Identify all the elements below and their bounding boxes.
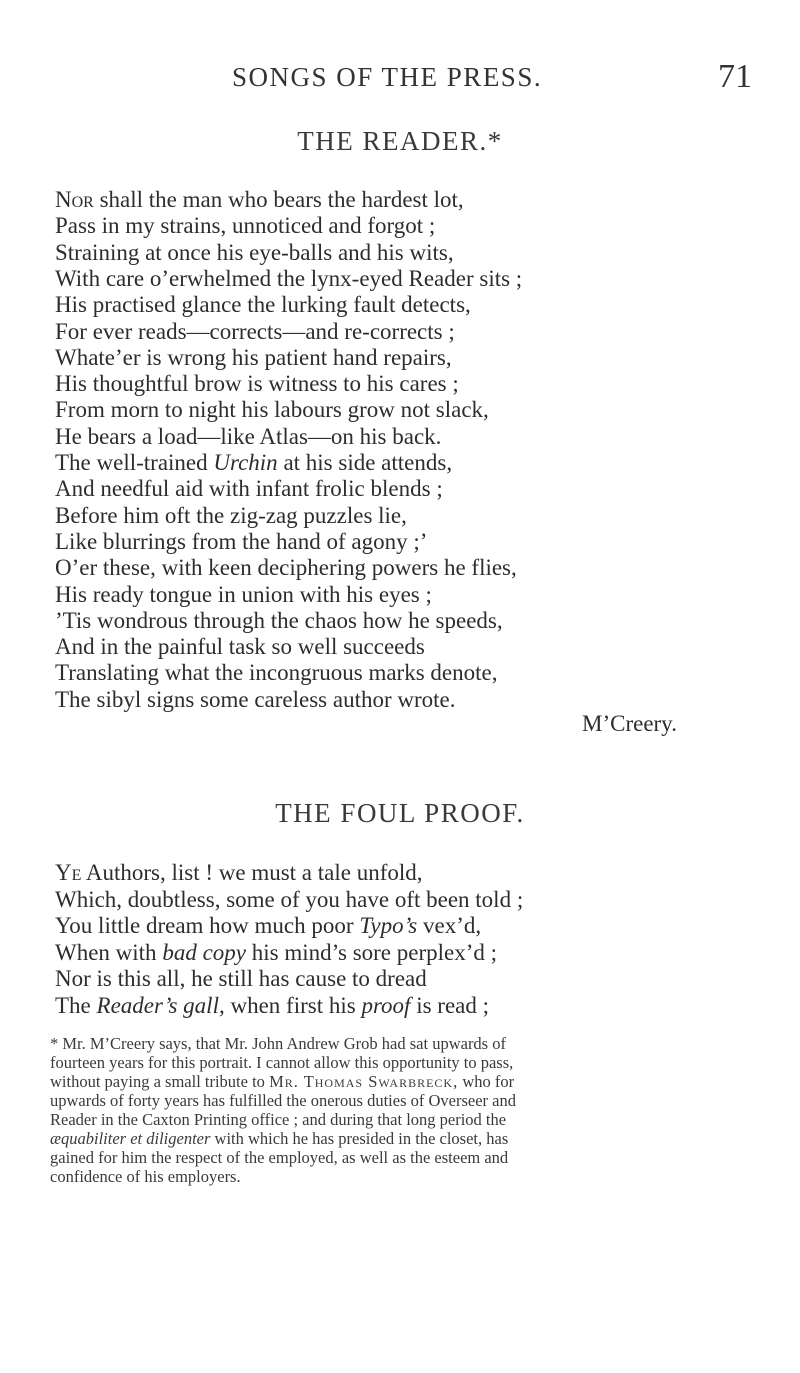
footnote-line — [50, 1091, 762, 1110]
line-text: Which, doubtless, some of you have oft been told ; — [55, 886, 524, 912]
line-text: his mind’s sore perplex’d ; — [245, 939, 498, 965]
poem-attribution: M’Creery. — [582, 711, 677, 736]
line-text: Whate’er is wrong his patient hand repairs, — [55, 344, 452, 370]
footnote-text: * Mr. M’Creery says, that Mr. John Andrew Grob had sat upwards of — [50, 1034, 506, 1053]
footnote-line — [50, 1148, 762, 1167]
line-text: You little dream how much poor — [55, 913, 360, 938]
line-text: The well-trained — [55, 450, 214, 475]
poem-line — [55, 685, 456, 715]
footnote-text: confidence of his employers. — [50, 1167, 241, 1186]
footnote-line — [50, 1034, 762, 1053]
italic-word: Reader’s gall, — [96, 992, 225, 1018]
poem-line — [55, 911, 481, 941]
line-text: Ye — [55, 860, 82, 885]
italic-word: proof — [361, 992, 411, 1018]
line-text: O’er these, with keen deciphering powers he flies, — [55, 555, 517, 581]
footnote-line — [50, 1053, 762, 1072]
footnote-text: without paying a small tribute to — [50, 1072, 270, 1091]
line-text: The — [55, 992, 97, 1018]
line-text: From morn to night his labours grow not slack, — [55, 397, 489, 423]
italic-word: Urchin — [213, 450, 278, 475]
footnote-text: fourteen years for this portrait. I cannot allow this opportunity to pass, — [50, 1053, 514, 1072]
italic-phrase: æquabiliter et diligenter — [50, 1129, 211, 1148]
line-text: His thoughtful brow is witness to his cares ; — [55, 371, 459, 397]
line-text: Nor is this all, he still has cause to dread — [55, 966, 427, 991]
reader-poem-title: THE READER.* — [297, 126, 503, 156]
poem-line — [55, 991, 489, 1021]
foul-proof-title: THE FOUL PROOF. — [275, 798, 525, 828]
line-text: at his side attends, — [277, 450, 453, 475]
line-text: when first his — [224, 992, 362, 1018]
line-text: shall the man who bears the hardest lot, — [93, 187, 464, 212]
line-text: vex’d, — [417, 913, 482, 938]
footnote-line — [50, 1110, 762, 1129]
italic-word: bad copy — [162, 939, 246, 965]
line-text: His practised glance the lurking fault detects, — [55, 292, 471, 318]
line-text: Like blurrings from the hand of agony ;’ — [55, 528, 428, 554]
footnote-text: Mr. Thomas Swarbreck, — [269, 1072, 459, 1091]
footnote-line — [50, 1129, 762, 1148]
line-text: With care o’erwhelmed the lynx-eyed Reader sits ; — [55, 265, 523, 291]
page-number: 71 — [718, 58, 752, 95]
footnote-line — [50, 1072, 762, 1091]
line-text: He bears a load—like Atlas—on his back. — [55, 423, 442, 449]
poem-line — [55, 858, 423, 888]
running-title: SONGS OF THE PRESS. — [232, 62, 543, 92]
poem-line — [55, 885, 523, 915]
line-text: ’Tis wondrous through the chaos how he speeds, — [55, 607, 503, 633]
line-text: His ready tongue in union with his eyes ; — [55, 581, 432, 607]
footnote — [50, 1034, 762, 1186]
line-text: And needful aid with infant frolic blends ; — [55, 476, 443, 502]
footnote-text: Reader in the Caxton Printing office ; and during that long period the — [50, 1110, 507, 1129]
poem-line — [55, 964, 427, 994]
line-text: is read ; — [410, 992, 489, 1018]
line-initial-word: Nor — [55, 187, 94, 212]
line-text: And in the painful task so well succeeds — [55, 634, 425, 660]
line-text: For ever reads—corrects—and re-corrects ; — [55, 318, 455, 344]
poem-line — [55, 938, 497, 968]
line-text: Authors, list ! we must a tale unfold, — [81, 860, 423, 885]
footnote-text: with which he has presided in the closet, has — [210, 1129, 509, 1148]
footnote-text: who for — [458, 1072, 515, 1091]
italic-word: Typo’s — [359, 913, 418, 938]
line-text: Translating what the incongruous marks denote, — [55, 660, 498, 686]
footnote-text: gained for him the respect of the employed, as well as the esteem and — [50, 1148, 509, 1167]
footnote-line — [50, 1167, 762, 1186]
line-text: When with — [55, 939, 163, 965]
line-text: Before him oft the zig-zag puzzles lie, — [55, 502, 407, 528]
running-head — [0, 58, 800, 98]
line-text: Pass in my strains, unnoticed and forgot ; — [55, 213, 436, 239]
line-text: Straining at once his eye-balls and his wits, — [55, 239, 454, 265]
footnote-text: upwards of forty years has fulfilled the onerous duties of Overseer and — [50, 1091, 516, 1110]
line-text: The sibyl signs some careless author wrote. — [55, 686, 456, 712]
